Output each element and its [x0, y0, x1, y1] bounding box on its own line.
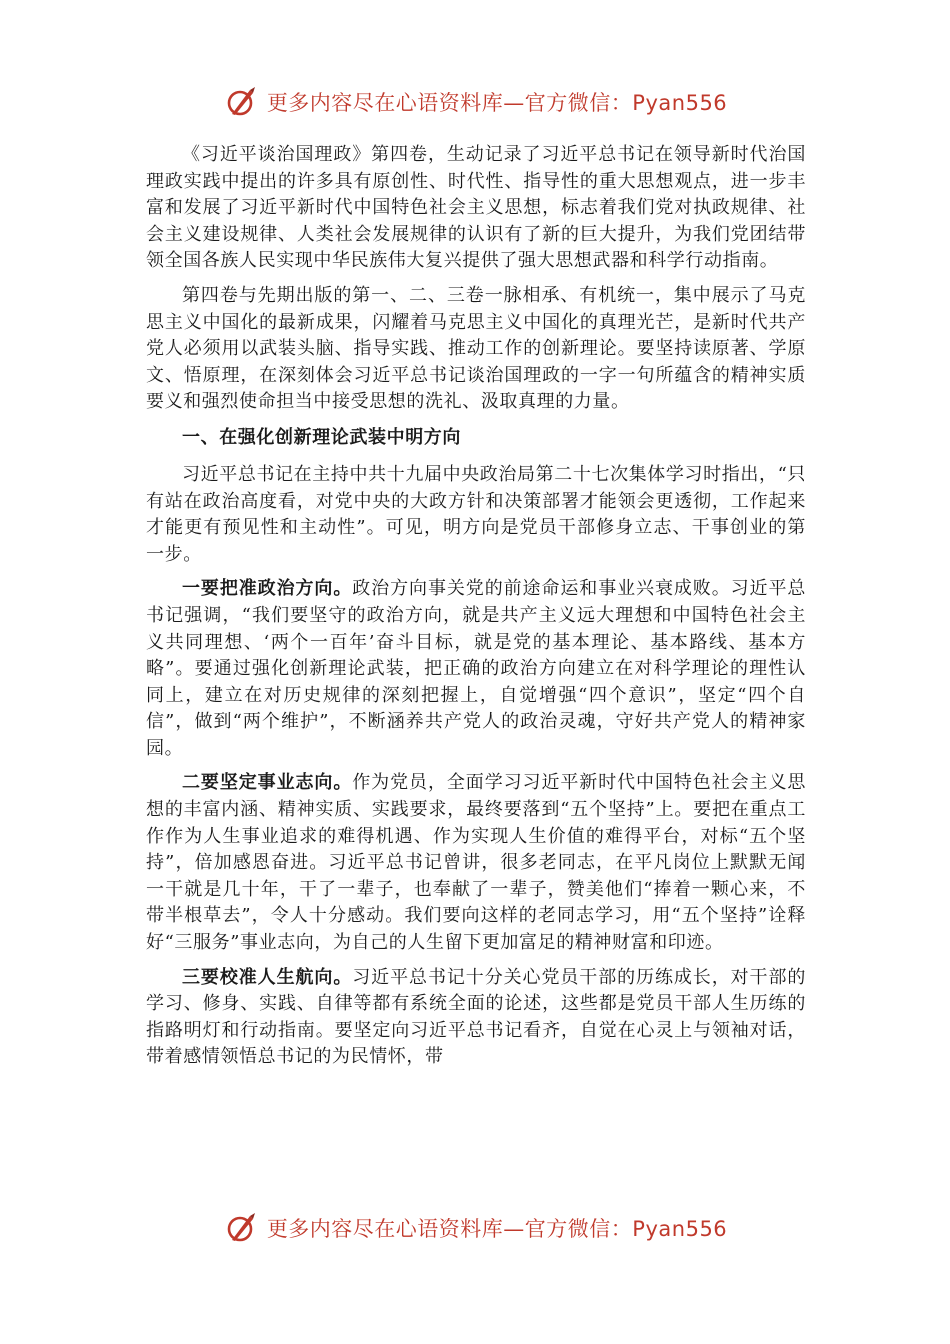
point-life-course: [146, 965, 806, 1071]
point-body: 习近平总书记十分关心党员干部的历练成长，对干部的学习、修身、实践、自律等都有系统全面的论述，这些都是党员干部人生历练的指路明灯和行动指南。要坚定向习近平总书记看齐，自觉在心灵上与领袖对话，带着感情领悟总书记的为民情怀，带: [146, 966, 806, 1068]
second-paragraph: 第四卷与先期出版的第一、二、三卷一脉相承、有机统一，集中展示了马克思主义中国化的最新成果，闪耀着马克思主义中国化的真理光芒，是新时代共产党人必须用以武装头脑、指导实践、推动工作的创新理论。要坚持读原著、学原文、悟原理，在深刻体会习近平总书记谈治国理政的一字一句所蕴含的精神实质要义和强烈使命担当中接受思想的洗礼、汲取真理的力量。: [146, 284, 806, 413]
section-intro-paragraph: 习近平总书记在主持中共十九届中央政治局第二十七次集体学习时指出，“只有站在政治高度看，对党中央的大政方针和决策部署才能领会更透彻，工作起来才能更有预见性和主动性”。可见，明方向是党员干部修身立志、干事创业的第一步。: [146, 463, 806, 565]
point-career-aspiration: [146, 770, 806, 956]
point-political-direction: [146, 576, 806, 762]
point-title: 一要把准政治方向。: [182, 578, 353, 600]
point-title: 三要校准人生航向。: [182, 966, 353, 988]
quill-pen-circle-icon: [223, 1211, 257, 1245]
point-body: 政治方向事关党的前途命运和事业兴衰成败。习近平总书记强调，“我们要坚守的政治方向，就是共产主义远大理想和中国特色社会主义共同理想、‘两个一百年’奋斗目标，就是党的基本理论、基本路线、基本方略”。要通过强化创新理论武装，把正确的政治方向建立在对科学理论的理性认同上，建立在对历史规律的深刻把握上，自觉增强“四个意识”，坚定“四个自信”，做到“两个维护”，不断涵养共产党人的政治灵魂，守好共产党人的精神家园。: [146, 578, 806, 759]
header-banner: [0, 82, 950, 122]
footer-banner-text: 更多内容尽在心语资料库—官方微信：Pyan556: [266, 1217, 728, 1241]
header-banner-text: 更多内容尽在心语资料库—官方微信：Pyan556: [266, 91, 728, 115]
intro-paragraph: 《习近平谈治国理政》第四卷，生动记录了习近平总书记在领导新时代治国理政实践中提出的许多具有原创性、时代性、指导性的重大思想观点，进一步丰富和发展了习近平新时代中国特色社会主义思想，标志着我们党对执政规律、社会主义建设规律、人类社会发展规律的认识有了新的巨大提升，为我们党团结带领全国各族人民实现中华民族伟大复兴提供了强大思想武器和科学行动指南。: [146, 144, 806, 272]
point-title: 二要坚定事业志向。: [182, 772, 353, 794]
section-heading: 一、在强化创新理论武装中明方向: [182, 426, 461, 448]
footer-banner: [0, 1208, 950, 1248]
quill-pen-circle-icon: [223, 85, 257, 119]
article-body: [146, 142, 806, 1079]
point-body: 作为党员，全面学习习近平新时代中国特色社会主义思想的丰富内涵、精神实质、实践要求，最终要落到“五个坚持”上。要把在重点工作作为人生事业追求的难得机遇、作为实现人生价值的难得平台，对标“五个坚持”，倍加感恩奋进。习近平总书记曾讲，很多老同志，在平凡岗位上默默无闻一干就是几十年，干了一辈子，也奉献了一辈子，赞美他们“捧着一颗心来，不带半根草去”，令人十分感动。我们要向这样的老同志学习，用“五个坚持”诠释好“三服务”事业志向，为自己的人生留下更加富足的精神财富和印迹。: [146, 772, 806, 954]
